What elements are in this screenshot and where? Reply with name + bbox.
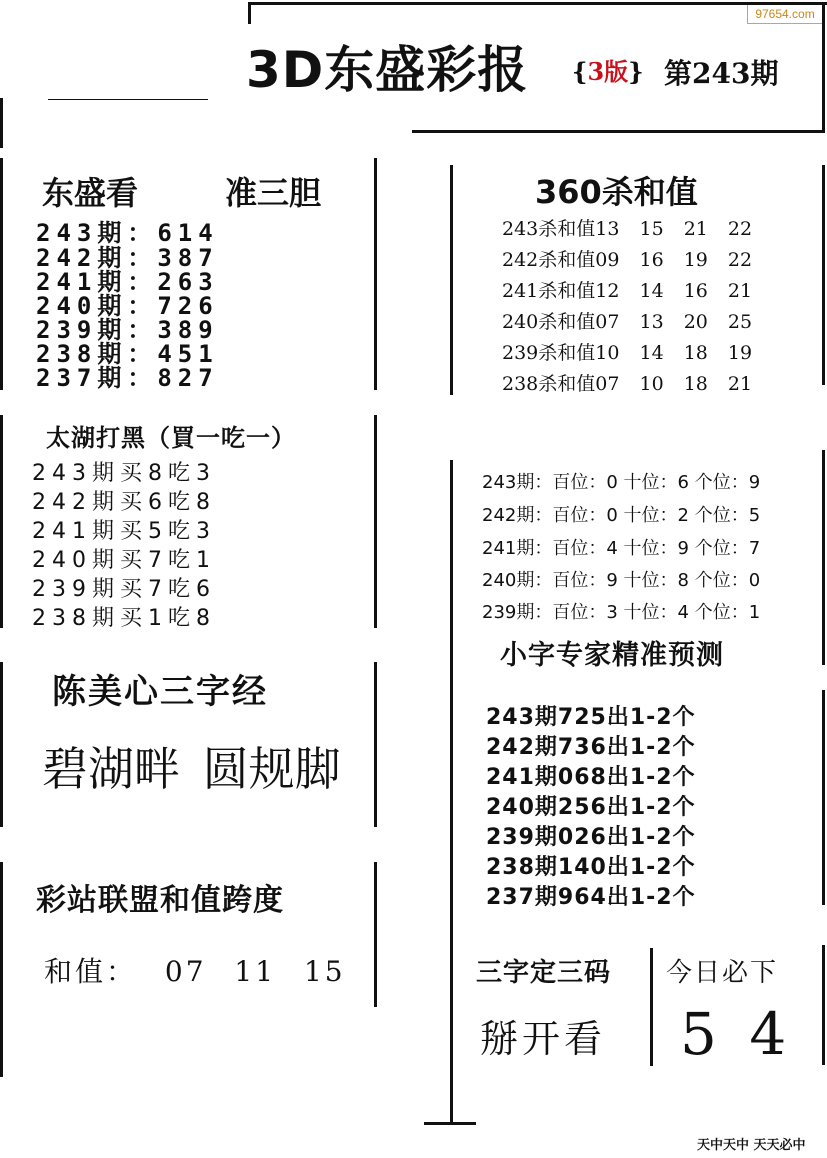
left-col-outer-line <box>0 862 3 1077</box>
xiaozi-row: 237期964出1-2个 <box>486 885 696 910</box>
right-col-left-line <box>450 460 453 1125</box>
left-col-inner-line <box>374 415 377 628</box>
jinri-title: 今日必下 <box>666 958 779 988</box>
xiaozi-row: 243期725出1-2个 <box>486 705 696 730</box>
left-col-inner-line <box>374 662 377 827</box>
sha-hezhi-row: 239杀和值10 14 18 19 <box>502 342 753 364</box>
footer-slogan: 天中天中 天天必中 <box>697 1138 806 1153</box>
position-row: 242期：百位：0 十位：2 个位：5 <box>482 505 761 526</box>
header-stub-line <box>48 99 208 100</box>
bottom-box-divider <box>650 948 653 1066</box>
xiaozi-row: 238期140出1-2个 <box>486 855 696 880</box>
position-row: 239期：百位：3 十位：4 个位：1 <box>482 602 761 623</box>
taihu-row: 240期买7吃1 <box>32 548 216 573</box>
chenmeixin-title: 陈美心三字经 <box>52 672 268 712</box>
sha-hezhi-row: 238杀和值07 10 18 21 <box>502 373 753 395</box>
taihu-row: 238期买1吃8 <box>32 606 216 631</box>
left-col-outer-line <box>0 415 3 628</box>
sha-hezhi-row: 241杀和值12 14 16 21 <box>502 280 753 302</box>
right-col-left-line <box>450 165 453 395</box>
xiaozi-title: 小字专家精准预测 <box>500 640 724 671</box>
taihu-title: 太湖打黑（買一吃一） <box>46 424 296 452</box>
dongsheng-row: 242期：387 <box>36 244 219 272</box>
taihu-row: 243期买8吃3 <box>32 461 216 486</box>
dongsheng-title-right: 准三胆 <box>225 174 322 212</box>
dongsheng-row: 238期：451 <box>36 340 219 368</box>
caizhan-title: 彩站联盟和值跨度 <box>36 883 284 918</box>
right-col-right-line <box>822 945 825 1065</box>
taihu-row: 242期买6吃8 <box>32 490 216 515</box>
left-edge-stub <box>0 98 3 148</box>
position-row: 241期：百位：4 十位：9 个位：7 <box>482 538 761 559</box>
sha-hezhi-row: 240杀和值07 13 20 25 <box>502 311 753 333</box>
jinri-numbers: 5 4 <box>680 1000 787 1068</box>
position-row: 240期：百位：9 十位：8 个位：0 <box>482 570 761 591</box>
sha-hezhi-row: 243杀和值13 15 21 22 <box>502 218 753 240</box>
xiaozi-row: 240期256出1-2个 <box>486 795 696 820</box>
xiaozi-row: 241期068出1-2个 <box>486 765 696 790</box>
left-col-inner-line <box>374 862 377 1007</box>
header-top-border <box>248 2 827 5</box>
dongsheng-row: 237期：827 <box>36 364 219 392</box>
edition-open: { <box>572 57 588 86</box>
dongsheng-row: 240期：726 <box>36 292 219 320</box>
position-row: 243期：百位：0 十位：6 个位：9 <box>482 472 761 493</box>
header-left-border <box>248 2 251 24</box>
right-col-right-line <box>822 165 825 385</box>
sanzi-text: 掰开看 <box>480 1017 607 1061</box>
header-bottom-border <box>412 130 825 133</box>
sanzi-title: 三字定三码 <box>476 958 612 988</box>
dongsheng-row: 243期：614 <box>36 219 219 247</box>
issue-number: 第243期 <box>664 57 779 90</box>
xiaozi-row: 239期026出1-2个 <box>486 825 696 850</box>
dongsheng-row: 241期：263 <box>36 268 219 296</box>
header-right-border <box>822 2 825 132</box>
left-col-inner-line <box>374 158 377 390</box>
left-col-outer-line <box>0 158 3 390</box>
watermark: 97654.com <box>747 4 823 24</box>
taihu-row: 241期买5吃3 <box>32 519 216 544</box>
edition-badge <box>572 52 644 87</box>
right-col-right-line <box>822 690 825 905</box>
edition-label: 3版 <box>587 57 629 86</box>
bottom-base-line <box>424 1122 476 1125</box>
dongsheng-title-left: 东盛看 <box>42 174 139 212</box>
sha-hezhi-title: 360杀和值 <box>535 173 698 211</box>
page-title: 3D东盛彩报 <box>246 41 529 99</box>
sha-hezhi-row: 242杀和值09 16 19 22 <box>502 249 753 271</box>
xiaozi-row: 242期736出1-2个 <box>486 735 696 760</box>
right-col-right-line <box>822 450 825 665</box>
taihu-row: 239期买7吃6 <box>32 577 216 602</box>
dongsheng-row: 239期：389 <box>36 316 219 344</box>
left-col-outer-line <box>0 662 3 827</box>
chenmeixin-text: 碧湖畔 圆规脚 <box>42 742 341 796</box>
caizhan-text: 和值： 07 11 15 <box>44 955 346 988</box>
edition-close: } <box>628 57 644 86</box>
